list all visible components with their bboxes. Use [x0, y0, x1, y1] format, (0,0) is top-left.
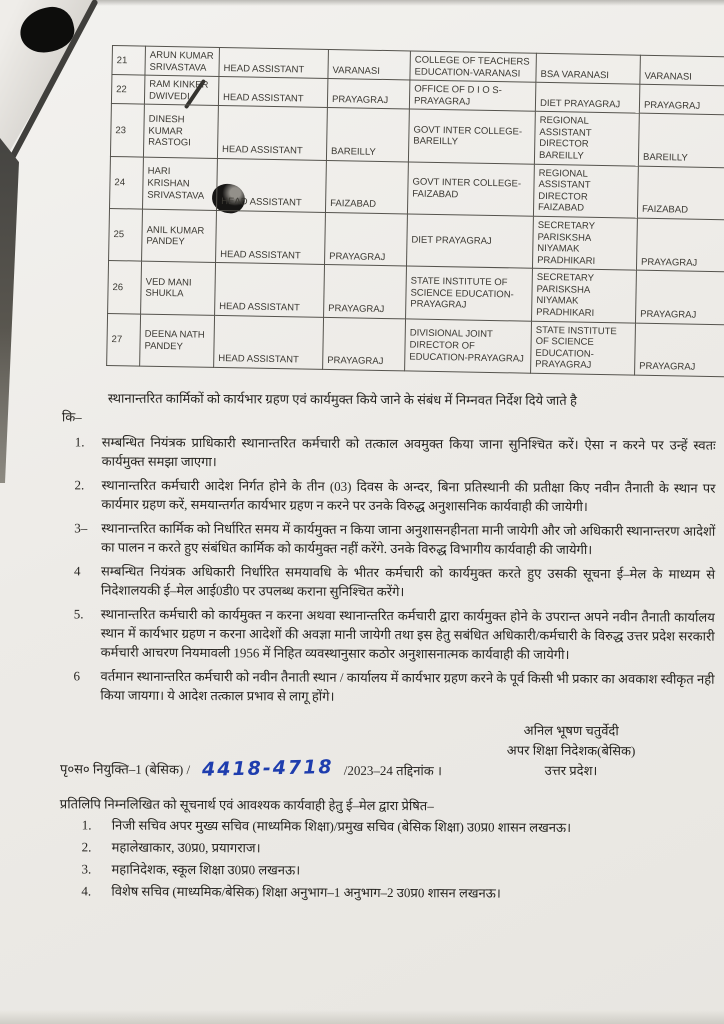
cell-employee-name: ARUN KUMAR SRIVASTAVA	[145, 46, 220, 77]
cell-designation: HEAD ASSISTANT	[217, 106, 327, 160]
cell-employee-name: DINESH KUMAR RASTOGI	[143, 104, 218, 158]
cell-district: PRAYAGRAJ	[323, 317, 406, 371]
cell-present-posting: COLLEGE OF TEACHERS EDUCATION-VARANASI	[410, 51, 537, 82]
instruction-number: 3–	[74, 520, 88, 536]
instruction-text: स्थानान्तरित कर्मचारी आदेश निर्गत होने के तीन (03) दिवस के अन्दर, बिना प्रतिस्थानी की प्रतीक्षा किए नवीन तैनाती के स्थान पर कार्यमार ग्रहण करें, समयान्तर्गत कार्यभार ग्रहण न करने पर उनके विरुद्ध अनुशासनिक कार्यवाही की जायेगी।	[101, 477, 716, 515]
reference-line	[0, 758, 722, 782]
instruction-text: सम्बन्धित नियंत्रक अधिकारी निर्धारित समयावधि के भीतर कर्मचारी को कार्यमुक्त करते हुए उसकी सूचना ई–मेल के माध्यम से निदेशालयकी ई–मेल आई0डी0 पर उपलब्ध कराना सुनिश्चित करेंगे।	[100, 563, 716, 600]
instruction-item	[0, 475, 724, 517]
cell-designation: HEAD ASSISTANT	[219, 47, 329, 78]
copy-item-number: 2.	[81, 839, 92, 855]
copy-item	[0, 837, 722, 860]
cell-district: PRAYAGRAJ	[325, 212, 408, 266]
cell-new-posting: BSA VARANASI	[536, 53, 641, 84]
intro-line1: स्थानान्तरित कार्मिकों को कार्यभार ग्रहण एवं कार्यमुक्त किये जाने के संबंध में निम्नवत निर्देश दिये जाते है	[107, 390, 577, 409]
copy-item-text: विशेष सचिव (माध्यमिक/बेसिक) शिक्षा अनुभाग–1 अनुभाग–2 उ0प्र0 शासन लखनऊ।	[111, 883, 501, 901]
transfer-table-wrap	[106, 45, 701, 377]
cell-district: PRAYAGRAJ	[327, 79, 410, 110]
cell-new-posting: REGIONAL ASSISTANT DIRECTOR BAREILLY	[534, 112, 639, 166]
cell-serial-number: 23	[110, 104, 144, 157]
cell-employee-name: VED MANI SHUKLA	[141, 261, 216, 315]
instruction-text: वर्तमान स्थानान्तरित कर्मचारी को नवीन तैनाती स्थान / कार्यालय में कार्यभार ग्रहण करने के पूर्व किसी भी प्रकार का अवकाश स्वीकृत नही किया जायगा। ये आदेश तत्काल प्रभाव से लागू होंगे।	[100, 668, 715, 704]
document-body	[0, 388, 724, 907]
table-row	[107, 313, 724, 377]
cell-new-posting: DIET PRAYAGRAJ	[535, 82, 640, 113]
instruction-item	[0, 604, 723, 665]
cell-new-posting: SECRETARY PARISKSHA NIYAMAK PRADHIKARI	[532, 268, 637, 322]
copy-item-number: 3.	[81, 861, 92, 877]
cell-new-district: PRAYAGRAJ	[639, 84, 724, 115]
cell-serial-number: 21	[112, 46, 146, 76]
copy-item	[0, 881, 721, 904]
cell-employee-name: DEENA NATH PANDEY	[140, 314, 215, 368]
cell-district: FAIZABAD	[325, 160, 408, 214]
instruction-number: 5.	[73, 606, 84, 622]
instruction-text: स्थानान्तरित कार्मिक को निर्धारित समय में कार्यमुक्त न किया जाना अनुशासनहीनता मानी जायेगी और जो अधिकारी स्थानान्तरण आदेशों का पालन न करते हुए संबंधित कार्मिक को कार्यमुक्त नहीं करेंगे. उनके विरुद्ध विभागीय कार्यवाही की जायेगी।	[101, 520, 716, 558]
cell-employee-name: ANIL KUMAR PANDEY	[142, 209, 217, 263]
intro-paragraph	[0, 388, 724, 430]
cell-present-posting: GOVT INTER COLLEGE-FAIZABAD	[407, 162, 534, 217]
cell-district: BAREILLY	[326, 108, 409, 162]
cell-district: VARANASI	[328, 49, 411, 80]
copy-heading: प्रतिलिपि निम्नलिखित को सूचनार्थ एवं आवश्यक कार्यवाही हेतु ई–मेल द्वारा प्रेषित–	[59, 796, 434, 814]
signatory-title: अपर शिक्षा निदेशक(बेसिक)	[506, 742, 636, 759]
instruction-text: सम्बन्धित नियंत्रक प्राधिकारी स्थानान्तरित कर्मचारी को तत्काल अवमुक्त किया जाना सुनिश्चित करें। ऐसा न करने पर उन्हें स्वतः कार्यमुक्त समझा जाएगा।	[101, 434, 716, 470]
copy-list	[0, 815, 722, 904]
reference-suffix: /2023–24 तद्दिनांक ।	[343, 762, 443, 779]
transfer-table	[106, 45, 724, 377]
instruction-item	[0, 561, 723, 603]
copy-item-text: निजी सचिव अपर मुख्य सचिव (माध्यमिक शिक्षा)/प्रमुख सचिव (बेसिक शिक्षा) उ0प्र0 शासन लखनऊ।	[111, 817, 572, 835]
cell-designation: HEAD ASSISTANT	[218, 77, 328, 108]
cell-new-district: PRAYAGRAJ	[635, 270, 724, 324]
cell-present-posting: GOVT INTER COLLEGE-BAREILLY	[408, 109, 535, 164]
cell-new-posting: SECRETARY PARISKSHA NIYAMAK PRADHIKARI	[532, 216, 637, 270]
cell-designation: HEAD ASSISTANT	[216, 210, 326, 264]
cell-present-posting: DIVISIONAL JOINT DIRECTOR OF EDUCATION-PRAYAGRAJ	[405, 318, 532, 373]
cell-serial-number: 26	[108, 261, 142, 314]
cell-present-posting: DIET PRAYAGRAJ	[406, 214, 533, 269]
instruction-number: 4	[74, 563, 81, 579]
copy-item-number: 4.	[81, 883, 92, 899]
copy-item-text: महानिदेशक, स्कूल शिक्षा उ0प्र0 लखनऊ।	[111, 861, 301, 878]
handwritten-dispatch-number: 4418-4718	[201, 756, 335, 781]
cell-new-district: BAREILLY	[638, 113, 724, 167]
cell-employee-name: RAM KINKER DWIVEDI	[144, 75, 219, 106]
instruction-item	[0, 432, 724, 474]
cell-serial-number: 25	[109, 208, 143, 261]
cell-new-posting: REGIONAL ASSISTANT DIRECTOR FAIZABAD	[533, 164, 638, 218]
cell-designation: HEAD ASSISTANT	[214, 315, 324, 369]
cell-designation: HEAD ASSISTANT	[216, 158, 326, 212]
cell-designation: HEAD ASSISTANT	[215, 263, 325, 317]
cell-new-district: VARANASI	[640, 55, 724, 86]
signatory-name: अनिल भूषण चतुर्वेदी	[523, 722, 619, 739]
signatory-place: उत्तर प्रदेश।	[544, 762, 598, 779]
copy-item	[0, 859, 722, 882]
cell-employee-name: HARI KRISHAN SRIVASTAVA	[142, 157, 217, 211]
intro-line2: कि–	[61, 409, 82, 425]
cell-new-district: PRAYAGRAJ	[636, 218, 724, 272]
instruction-item	[0, 518, 723, 560]
cell-new-posting: STATE INSTITUTE OF SCIENCE EDUCATION-PRAYAGRAJ	[531, 321, 636, 375]
cell-serial-number: 22	[111, 75, 145, 105]
cell-new-district: PRAYAGRAJ	[635, 323, 724, 377]
reference-prefix: पृ०स० नियुक्ति–1 (बेसिक) /	[59, 761, 191, 778]
cell-new-district: FAIZABAD	[637, 166, 724, 220]
instruction-number: 6	[73, 668, 81, 684]
copy-item-number: 1.	[81, 817, 92, 833]
instruction-text: स्थानान्तरित कर्मचारी को कार्यमुक्त न करना अथवा स्थानान्तरित कर्मचारी द्वारा कार्यमुक्त होने के उपरान्त अपने नवीन तैनाती कार्यालय स्थान में कार्यभार ग्रहण न करना आदेशों की अवज्ञा मानी जायेगी तथा इस हेतु सबंधित अधिकारी/कर्मचारी के विरुद्ध उत्तर प्रदेश सरकारी कर्मचारी आचरण नियमावली 1956 में निहित व्यवस्थानुसार कठोर अनुशासनात्मक कार्यवाही की जायेगी।	[100, 606, 715, 662]
cell-serial-number: 24	[110, 156, 144, 209]
instruction-number: 1.	[74, 434, 85, 450]
cell-present-posting: STATE INSTITUTE OF SCIENCE EDUCATION-PRAYAGRAJ	[406, 266, 533, 321]
instructions-list	[0, 432, 724, 708]
copy-item-text: महालेखाकार, उ0प्र0, प्रयागराज।	[111, 839, 261, 856]
copy-item	[0, 815, 722, 838]
instruction-item	[0, 666, 723, 708]
transfer-table-body	[107, 46, 724, 377]
cell-present-posting: OFFICE OF D I O S-PRAYAGRAJ	[409, 80, 536, 111]
cell-serial-number: 27	[107, 313, 141, 366]
instruction-number: 2.	[74, 477, 85, 493]
cell-district: PRAYAGRAJ	[324, 265, 407, 319]
